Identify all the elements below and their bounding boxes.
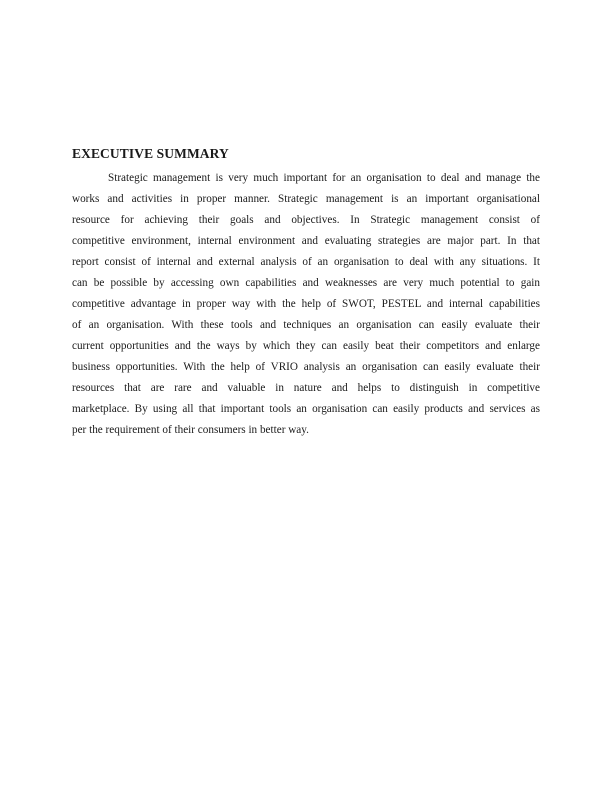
summary-paragraph <box>72 168 540 441</box>
paragraph-line: current opportunities and the ways by which they can easily beat their competitors and enlarge <box>72 340 540 352</box>
paragraph-line: competitive environment, internal environment and evaluating strategies are major part. In that <box>72 235 540 247</box>
paragraph-line: Strategic management is very much important for an organisation to deal and manage the <box>108 172 540 184</box>
paragraph-line: per the requirement of their consumers in better way. <box>72 424 309 436</box>
paragraph-line: competitive advantage in proper way with the help of SWOT, PESTEL and internal capabilities <box>72 298 540 310</box>
paragraph-line: report consist of internal and external analysis of an organisation to deal with any situations. It <box>72 256 540 268</box>
paragraph-line: marketplace. By using all that important tools an organisation can easily products and services as <box>72 403 540 415</box>
paragraph-line: resources that are rare and valuable in nature and helps to distinguish in competitive <box>72 382 540 394</box>
paragraph-line: business opportunities. With the help of VRIO analysis an organisation can easily evaluate their <box>72 361 540 373</box>
paragraph-line: works and activities in proper manner. Strategic management is an important organisational <box>72 193 540 205</box>
paragraph-line: of an organisation. With these tools and techniques an organisation can easily evaluate their <box>72 319 540 331</box>
section-heading: EXECUTIVE SUMMARY <box>72 146 229 161</box>
paragraph-line: resource for achieving their goals and objectives. In Strategic management consist of <box>72 214 540 226</box>
paragraph-line: can be possible by accessing own capabilities and weaknesses are very much potential to gain <box>72 277 540 289</box>
